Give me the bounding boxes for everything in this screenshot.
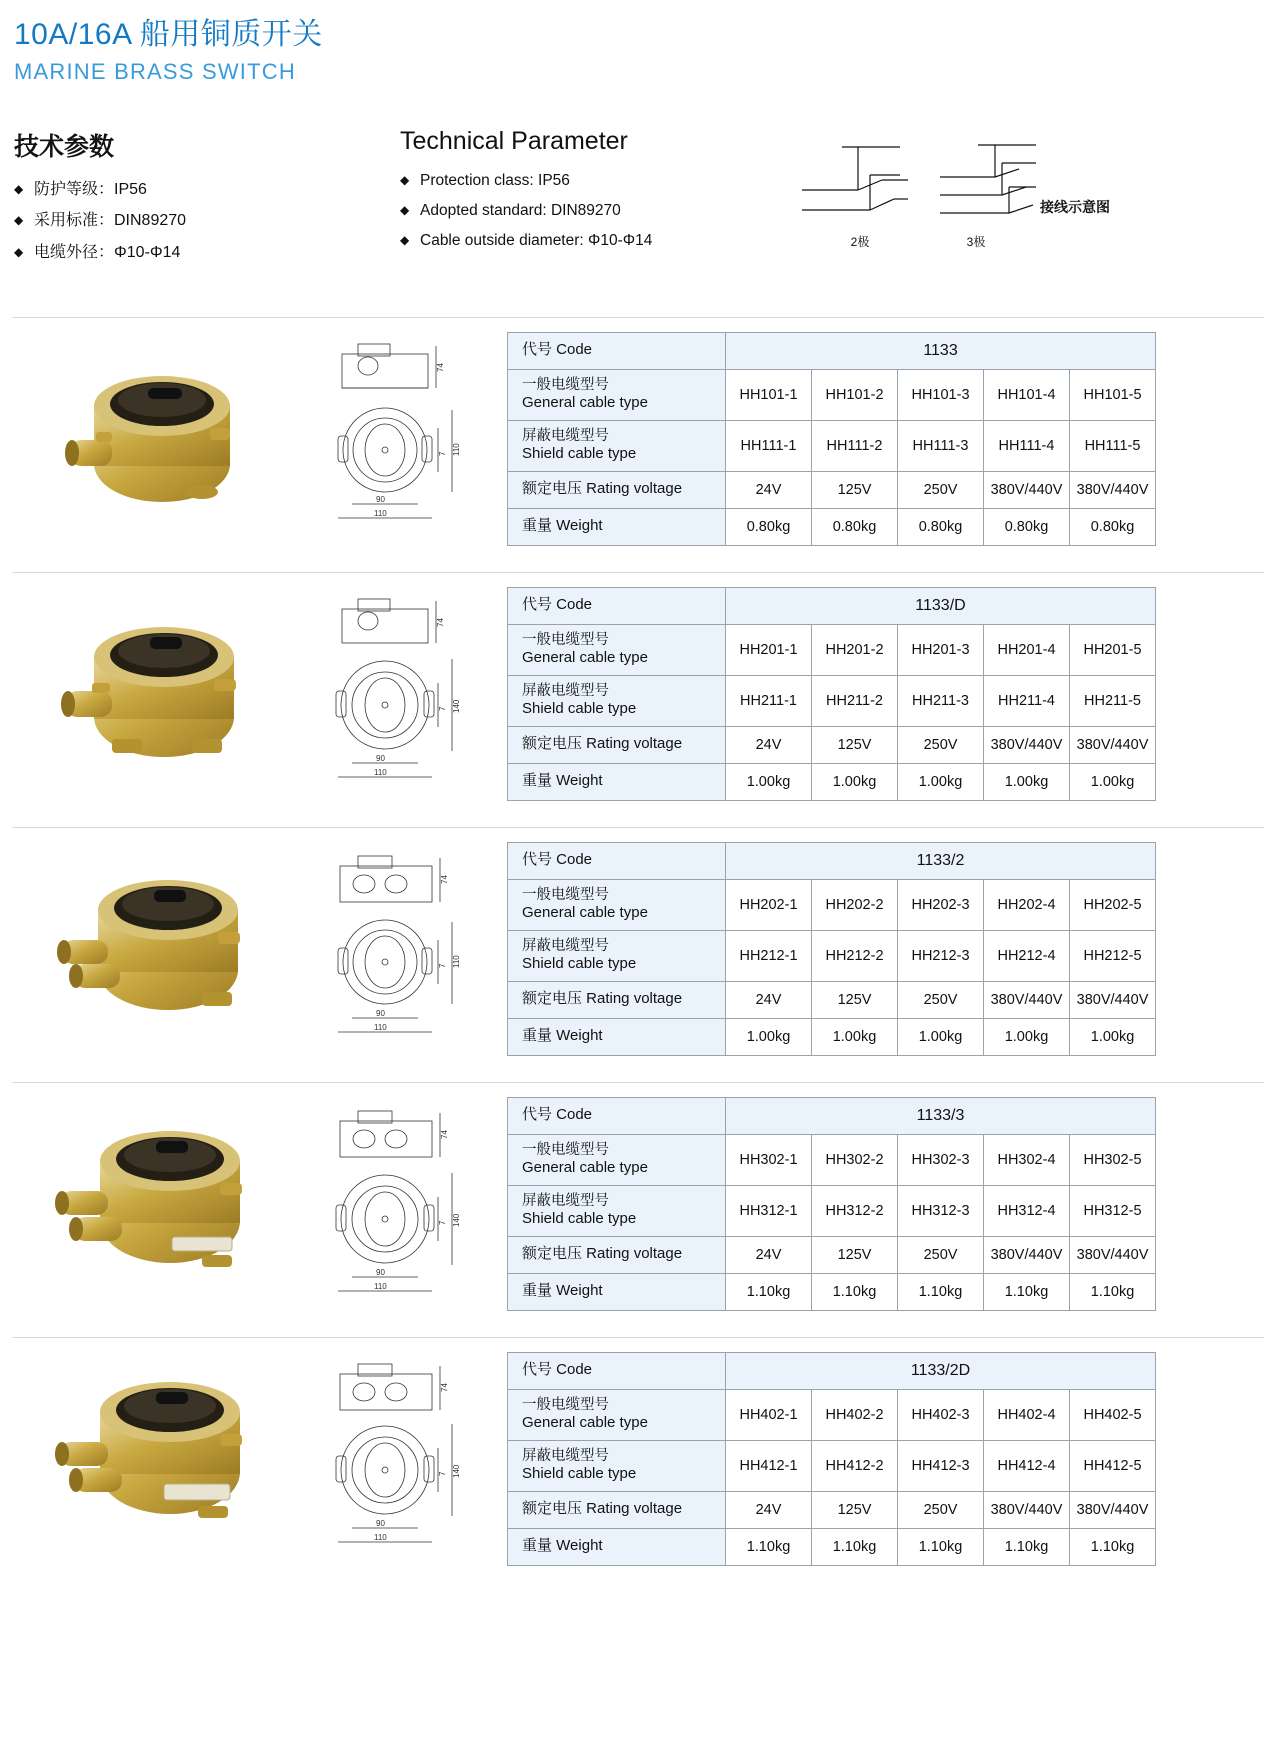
cell-code-value: 1133/2D: [726, 1352, 1156, 1389]
label-shield-cn: 屏蔽电缆型号: [522, 1192, 609, 1209]
svg-text:110: 110: [374, 767, 387, 777]
spec-item-en-text: Cable outside diameter: Φ10-Φ14: [420, 231, 653, 249]
table-row: [508, 763, 1156, 800]
cell-voltage: 250V: [898, 981, 984, 1018]
label-general-en: General cable type: [522, 904, 648, 922]
cell-general: HH402-2: [812, 1389, 898, 1440]
spec-item-cn-text: 防护等级：IP56: [34, 180, 147, 198]
cell-general: HH201-1: [726, 624, 812, 675]
svg-text:110: 110: [374, 1281, 387, 1291]
cell-shield: HH111-1: [726, 420, 812, 471]
cell-general: HH202-2: [812, 879, 898, 930]
row-label-weight: 重量 Weight: [508, 508, 726, 545]
label-general-cn: 一般电缆型号: [522, 1141, 609, 1158]
svg-text:7: 7: [438, 451, 447, 456]
diamond-bullet-icon: ◆: [14, 181, 24, 196]
product-row: [12, 1337, 1264, 1592]
table-row: [508, 726, 1156, 763]
cell-voltage: 125V: [812, 726, 898, 763]
label-general-en: General cable type: [522, 394, 648, 412]
cell-general: HH302-2: [812, 1134, 898, 1185]
cell-weight: 1.00kg: [726, 1018, 812, 1055]
cell-general: HH302-3: [898, 1134, 984, 1185]
label-shield-en: Shield cable type: [522, 1210, 637, 1228]
diamond-bullet-icon: ◆: [400, 172, 410, 187]
table-row: [508, 1097, 1156, 1134]
cell-voltage: 380V/440V: [984, 471, 1070, 508]
spec-list-en: [400, 172, 740, 249]
table-row: [508, 369, 1156, 420]
cell-weight: 1.00kg: [1070, 763, 1156, 800]
row-label-weight: 重量 Weight: [508, 1528, 726, 1565]
table-row: [508, 1134, 1156, 1185]
label-shield-cn: 屏蔽电缆型号: [522, 937, 609, 954]
label-general-en: General cable type: [522, 649, 648, 667]
row-label-code: 代号 Code: [508, 842, 726, 879]
page-header: [0, 0, 1276, 85]
product-photo: [52, 344, 262, 524]
spec-item-cn-text: 采用标准：DIN89270: [34, 212, 187, 230]
spec-table: [507, 1097, 1156, 1311]
svg-text:74: 74: [436, 617, 445, 627]
table-row: [508, 1528, 1156, 1565]
table-row: [508, 420, 1156, 471]
product-row: [12, 572, 1264, 827]
svg-text:140: 140: [452, 1464, 461, 1478]
label-shield-cn: 屏蔽电缆型号: [522, 1447, 609, 1464]
spec-item-en: [400, 172, 740, 189]
row-label-code: 代号 Code: [508, 587, 726, 624]
cell-voltage: 125V: [812, 471, 898, 508]
cell-weight: 0.80kg: [1070, 508, 1156, 545]
spec-item-en-text: Protection class: IP56: [420, 171, 570, 189]
cell-general: HH101-3: [898, 369, 984, 420]
table-row: [508, 930, 1156, 981]
table-row: [508, 1440, 1156, 1491]
cell-voltage: 125V: [812, 1236, 898, 1273]
cell-voltage: 24V: [726, 1236, 812, 1273]
table-row: [508, 1352, 1156, 1389]
diamond-bullet-icon: ◆: [14, 244, 24, 259]
label-general-cn: 一般电缆型号: [522, 886, 609, 903]
dimension-drawing: [312, 1097, 482, 1312]
cell-voltage: 250V: [898, 1236, 984, 1273]
diamond-bullet-icon: ◆: [14, 213, 24, 228]
label-shield-cn: 屏蔽电缆型号: [522, 682, 609, 699]
cell-shield: HH211-1: [726, 675, 812, 726]
spec-item-cn-text: 电缆外径：Φ10-Φ14: [34, 243, 181, 261]
cell-shield: HH312-2: [812, 1185, 898, 1236]
cell-voltage: 380V/440V: [1070, 471, 1156, 508]
cell-general: HH402-5: [1070, 1389, 1156, 1440]
row-label-shield: [508, 675, 726, 726]
label-shield-en: Shield cable type: [522, 700, 637, 718]
spec-item-en-text: Adopted standard: DIN89270: [420, 201, 621, 219]
cell-voltage: 380V/440V: [984, 1236, 1070, 1273]
table-row: [508, 1273, 1156, 1310]
table-row: [508, 1018, 1156, 1055]
row-label-general: [508, 1389, 726, 1440]
spec-table-wrapper: [507, 587, 1155, 801]
svg-text:110: 110: [374, 1022, 387, 1032]
cell-weight: 1.00kg: [984, 763, 1070, 800]
dimension-drawing: [312, 842, 482, 1057]
label-general-cn: 一般电缆型号: [522, 1396, 609, 1413]
product-photo: [52, 1109, 262, 1289]
row-label-code: 代号 Code: [508, 1352, 726, 1389]
cell-voltage: 380V/440V: [984, 726, 1070, 763]
cell-voltage: 380V/440V: [1070, 726, 1156, 763]
cell-code-value: 1133/2: [726, 842, 1156, 879]
table-row: [508, 471, 1156, 508]
cell-voltage: 24V: [726, 471, 812, 508]
cell-shield: HH212-5: [1070, 930, 1156, 981]
svg-text:7: 7: [438, 963, 447, 968]
cell-shield: HH211-3: [898, 675, 984, 726]
cell-voltage: 24V: [726, 1491, 812, 1528]
cell-weight: 0.80kg: [726, 508, 812, 545]
row-label-voltage: 额定电压 Rating voltage: [508, 471, 726, 508]
cell-weight: 1.00kg: [984, 1018, 1070, 1055]
cell-shield: HH111-2: [812, 420, 898, 471]
row-label-voltage: 额定电压 Rating voltage: [508, 726, 726, 763]
svg-text:140: 140: [452, 1213, 461, 1227]
svg-text:90: 90: [376, 1518, 385, 1528]
cell-voltage: 380V/440V: [984, 981, 1070, 1018]
row-label-voltage: 额定电压 Rating voltage: [508, 981, 726, 1018]
row-label-voltage: 额定电压 Rating voltage: [508, 1491, 726, 1528]
table-row: [508, 842, 1156, 879]
cell-shield: HH211-2: [812, 675, 898, 726]
diamond-bullet-icon: ◆: [400, 202, 410, 217]
cell-weight: 1.10kg: [1070, 1273, 1156, 1310]
cell-shield: HH312-1: [726, 1185, 812, 1236]
spec-table-wrapper: [507, 1352, 1155, 1566]
row-label-general: [508, 1134, 726, 1185]
table-row: [508, 1185, 1156, 1236]
cell-general: HH302-1: [726, 1134, 812, 1185]
svg-text:110: 110: [374, 1532, 387, 1542]
wiring-label-2pole: 2极: [850, 234, 870, 249]
table-row: [508, 508, 1156, 545]
cell-code-value: 1133/D: [726, 587, 1156, 624]
cell-voltage: 380V/440V: [1070, 1491, 1156, 1528]
cell-voltage: 24V: [726, 981, 812, 1018]
cell-weight: 1.00kg: [812, 763, 898, 800]
table-row: [508, 624, 1156, 675]
cell-shield: HH412-4: [984, 1440, 1070, 1491]
cell-weight: 0.80kg: [898, 508, 984, 545]
cell-voltage: 24V: [726, 726, 812, 763]
label-general-en: General cable type: [522, 1159, 648, 1177]
cell-weight: 0.80kg: [812, 508, 898, 545]
table-row: [508, 332, 1156, 369]
cell-general: HH201-5: [1070, 624, 1156, 675]
page-title-en: MARINE BRASS SWITCH: [14, 58, 296, 84]
cell-general: HH201-4: [984, 624, 1070, 675]
cell-code-value: 1133: [726, 332, 1156, 369]
spec-table-wrapper: [507, 332, 1155, 546]
label-general-en: General cable type: [522, 1414, 648, 1432]
wiring-diagram-group: [790, 135, 1260, 255]
svg-text:90: 90: [376, 753, 385, 763]
wiring-diagram-svg: [790, 135, 1050, 235]
label-general-cn: 一般电缆型号: [522, 376, 609, 393]
svg-text:7: 7: [438, 706, 447, 711]
cell-general: HH202-5: [1070, 879, 1156, 930]
table-row: [508, 981, 1156, 1018]
svg-text:74: 74: [440, 1129, 449, 1139]
cell-weight: 1.00kg: [898, 763, 984, 800]
dimension-drawing: [312, 1352, 482, 1567]
cell-weight: 1.10kg: [984, 1528, 1070, 1565]
cell-weight: 1.10kg: [1070, 1528, 1156, 1565]
row-label-code: 代号 Code: [508, 332, 726, 369]
product-row: [12, 317, 1264, 572]
cell-shield: HH412-1: [726, 1440, 812, 1491]
diamond-bullet-icon: ◆: [400, 232, 410, 247]
cell-shield: HH412-3: [898, 1440, 984, 1491]
cell-weight: 1.10kg: [898, 1528, 984, 1565]
row-label-weight: 重量 Weight: [508, 1273, 726, 1310]
cell-shield: HH111-5: [1070, 420, 1156, 471]
product-photo: [52, 854, 262, 1034]
cell-general: HH101-2: [812, 369, 898, 420]
label-shield-en: Shield cable type: [522, 1465, 637, 1483]
svg-text:7: 7: [438, 1471, 447, 1476]
cell-voltage: 125V: [812, 981, 898, 1018]
cell-voltage: 380V/440V: [1070, 981, 1156, 1018]
label-shield-en: Shield cable type: [522, 955, 637, 973]
row-label-shield: [508, 420, 726, 471]
svg-text:74: 74: [440, 1382, 449, 1392]
cell-shield: HH212-3: [898, 930, 984, 981]
row-label-general: [508, 879, 726, 930]
cell-shield: HH111-3: [898, 420, 984, 471]
spec-table-wrapper: [507, 1097, 1155, 1311]
row-label-weight: 重量 Weight: [508, 763, 726, 800]
row-label-voltage: 额定电压 Rating voltage: [508, 1236, 726, 1273]
cell-voltage: 125V: [812, 1491, 898, 1528]
cell-general: HH402-1: [726, 1389, 812, 1440]
spec-item-cn: [14, 181, 344, 199]
label-general-cn: 一般电缆型号: [522, 631, 609, 648]
cell-general: HH302-4: [984, 1134, 1070, 1185]
spec-table: [507, 1352, 1156, 1566]
cell-weight: 1.00kg: [898, 1018, 984, 1055]
label-shield-en: Shield cable type: [522, 445, 637, 463]
cell-voltage: 380V/440V: [1070, 1236, 1156, 1273]
cell-shield: HH312-3: [898, 1185, 984, 1236]
cell-general: HH101-1: [726, 369, 812, 420]
cell-weight: 1.10kg: [726, 1528, 812, 1565]
svg-text:90: 90: [376, 494, 385, 504]
spec-table: [507, 587, 1156, 801]
spec-table: [507, 332, 1156, 546]
row-label-shield: [508, 1185, 726, 1236]
table-row: [508, 675, 1156, 726]
cell-general: HH201-3: [898, 624, 984, 675]
row-label-weight: 重量 Weight: [508, 1018, 726, 1055]
product-photo: [52, 599, 262, 779]
cell-shield: HH312-4: [984, 1185, 1070, 1236]
product-photo: [52, 1364, 262, 1544]
svg-text:74: 74: [440, 874, 449, 884]
svg-text:110: 110: [452, 442, 461, 456]
cell-shield: HH212-4: [984, 930, 1070, 981]
spec-heading-en: Technical Parameter: [400, 126, 628, 155]
spec-item-en: [400, 202, 740, 219]
cell-general: HH402-4: [984, 1389, 1070, 1440]
cell-shield: HH312-5: [1070, 1185, 1156, 1236]
svg-text:90: 90: [376, 1267, 385, 1277]
cell-voltage: 380V/440V: [984, 1491, 1070, 1528]
cell-shield: HH412-5: [1070, 1440, 1156, 1491]
table-row: [508, 1491, 1156, 1528]
spec-item-cn: [14, 212, 344, 230]
wiring-label-3pole: 3极: [966, 234, 986, 249]
svg-text:74: 74: [436, 362, 445, 372]
cell-general: HH202-3: [898, 879, 984, 930]
table-row: [508, 587, 1156, 624]
dimension-drawing: [312, 332, 482, 547]
cell-code-value: 1133/3: [726, 1097, 1156, 1134]
table-row: [508, 1389, 1156, 1440]
cell-weight: 0.80kg: [984, 508, 1070, 545]
spec-heading-cn: 技术参数: [14, 132, 115, 161]
wiring-caption: 接线示意图: [1040, 198, 1110, 215]
svg-text:140: 140: [452, 699, 461, 713]
cell-shield: HH111-4: [984, 420, 1070, 471]
dimension-drawing: [312, 587, 482, 802]
spec-list-cn: [14, 181, 344, 262]
cell-weight: 1.00kg: [812, 1018, 898, 1055]
cell-general: HH302-5: [1070, 1134, 1156, 1185]
row-label-code: 代号 Code: [508, 1097, 726, 1134]
cell-general: HH201-2: [812, 624, 898, 675]
cell-voltage: 250V: [898, 471, 984, 508]
spec-item-cn: [14, 244, 344, 262]
table-row: [508, 1236, 1156, 1273]
cell-weight: 1.10kg: [726, 1273, 812, 1310]
cell-shield: HH211-5: [1070, 675, 1156, 726]
cell-general: HH202-4: [984, 879, 1070, 930]
cell-shield: HH212-1: [726, 930, 812, 981]
cell-weight: 1.10kg: [812, 1273, 898, 1310]
spec-table-wrapper: [507, 842, 1155, 1056]
page-title-cn: 10A/16A 船用铜质开关: [14, 18, 323, 51]
cell-weight: 1.10kg: [984, 1273, 1070, 1310]
cell-general: HH101-5: [1070, 369, 1156, 420]
svg-text:110: 110: [452, 954, 461, 968]
cell-weight: 1.10kg: [898, 1273, 984, 1310]
row-label-shield: [508, 1440, 726, 1491]
cell-weight: 1.00kg: [726, 763, 812, 800]
svg-text:7: 7: [438, 1220, 447, 1225]
table-row: [508, 879, 1156, 930]
label-shield-cn: 屏蔽电缆型号: [522, 427, 609, 444]
cell-general: HH202-1: [726, 879, 812, 930]
cell-general: HH402-3: [898, 1389, 984, 1440]
cell-voltage: 250V: [898, 1491, 984, 1528]
row-label-general: [508, 624, 726, 675]
spec-column-en: [400, 127, 740, 262]
row-label-general: [508, 369, 726, 420]
cell-shield: HH211-4: [984, 675, 1070, 726]
svg-text:90: 90: [376, 1008, 385, 1018]
product-row: [12, 827, 1264, 1082]
cell-shield: HH212-2: [812, 930, 898, 981]
technical-parameter-section: [0, 127, 1276, 317]
spec-table: [507, 842, 1156, 1056]
cell-shield: HH412-2: [812, 1440, 898, 1491]
row-label-shield: [508, 930, 726, 981]
cell-voltage: 250V: [898, 726, 984, 763]
spec-item-en: [400, 232, 740, 249]
cell-weight: 1.10kg: [812, 1528, 898, 1565]
cell-general: HH101-4: [984, 369, 1070, 420]
spec-column-cn: [14, 127, 344, 276]
cell-weight: 1.00kg: [1070, 1018, 1156, 1055]
product-row: [12, 1082, 1264, 1337]
svg-text:110: 110: [374, 508, 387, 518]
